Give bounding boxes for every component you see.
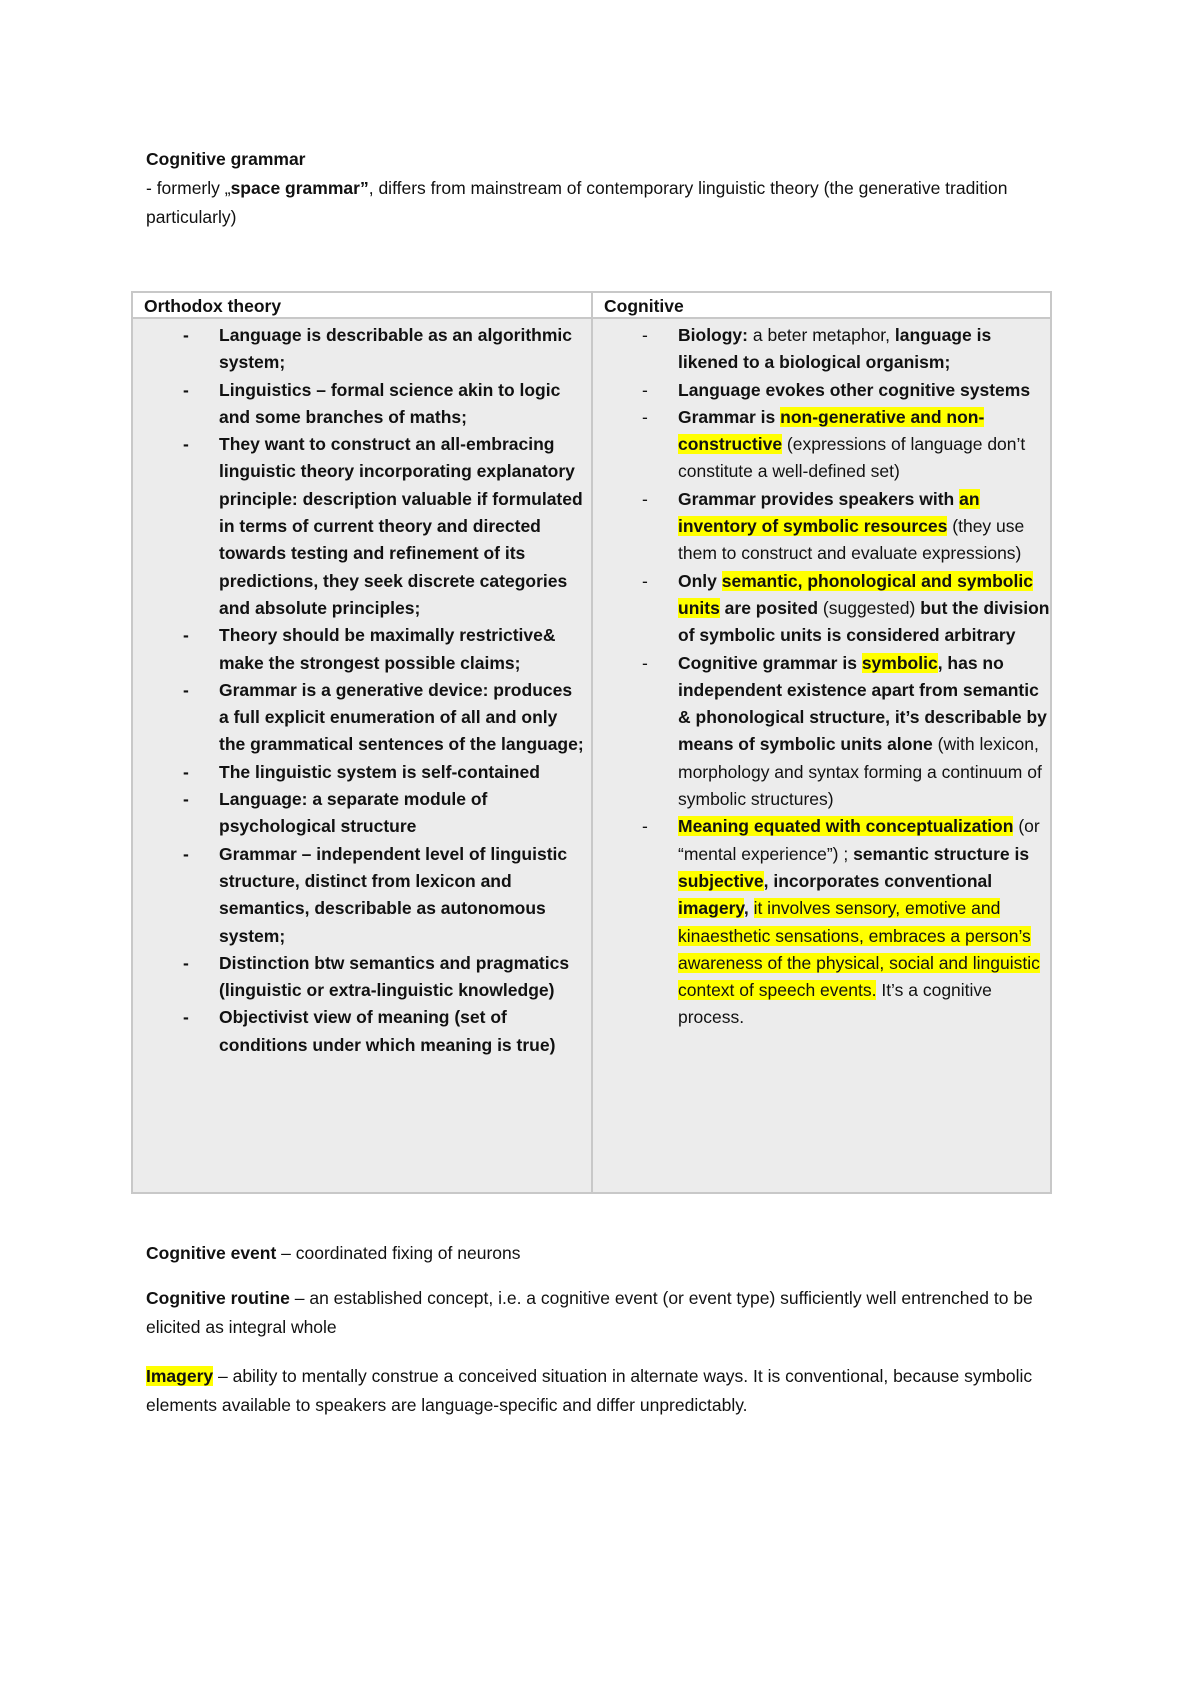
- dash-bullet: -: [183, 434, 189, 455]
- dash-bullet: -: [642, 325, 648, 345]
- highlighted-text: symbolic: [861, 652, 938, 673]
- highlighted-text: an inventory of symbolic resources: [678, 488, 980, 537]
- intro-paragraph: [146, 174, 1066, 232]
- highlighted-text: subjective: [678, 870, 764, 891]
- list-item: - Cognitive grammar is symbolic, has no independent existence apart from semantic & phonological structure, it’s describable by means of symbolic units alone (with lexicon, morphology and syntax forming a continuum of symbolic structures): [592, 650, 1054, 814]
- dash-bullet: -: [183, 761, 189, 782]
- definition-cognitive-event: Cognitive event – coordinated fixing of neurons: [146, 1243, 521, 1263]
- dash-bullet: -: [642, 816, 648, 837]
- dash-bullet: -: [642, 488, 648, 509]
- list-item: - Grammar is non-generative and non-constructive (expressions of language don’t constitute a well-defined set): [592, 404, 1054, 486]
- dash-bullet: -: [183, 679, 189, 700]
- dash-bullet: -: [642, 652, 648, 673]
- highlighted-text: units: [678, 597, 720, 618]
- list-item: - Linguistics – formal science akin to logic and some branches of maths;: [133, 377, 588, 432]
- page-title: Cognitive grammar: [146, 149, 306, 169]
- intro-prefix: - formerly „: [146, 178, 231, 198]
- highlighted-text: non-generative and non-constructive: [678, 406, 985, 455]
- list-item: - Only semantic, phonological and symbolic units are posited (suggested) but the division of symbolic units is considered arbitrary: [592, 568, 1054, 650]
- cognitive-column: [592, 322, 1054, 1032]
- list-item: - Theory should be maximally restrictive& make the strongest possible claims;: [133, 622, 588, 677]
- intro-bold-term: space grammar”: [230, 178, 369, 198]
- dash-bullet: -: [183, 379, 189, 400]
- dash-bullet: -: [183, 625, 189, 646]
- header-cognitive: Cognitive: [604, 296, 684, 316]
- list-item: - Biology: a beter metaphor, language is likened to a biological organism;: [592, 322, 1054, 377]
- list-item: - Objectivist view of meaning (set of conditions under which meaning is true): [133, 1004, 588, 1059]
- definition-cognitive-routine: Cognitive routine – an established concept, i.e. a cognitive event (or event type) sufficiently well entrenched to be elicited as integral whole: [146, 1288, 1033, 1337]
- orthodox-list: [133, 322, 588, 1059]
- list-item: - Grammar – independent level of linguistic structure, distinct from lexicon and semantics, describable as autonomous system;: [133, 841, 588, 950]
- comparison-table: [131, 291, 1052, 1194]
- list-item: - Language: a separate module of psychological structure: [133, 786, 588, 841]
- highlighted-text: imagery: [678, 898, 744, 919]
- dash-bullet: -: [183, 843, 189, 864]
- highlighted-text: Meaning equated with conceptualization: [678, 816, 1014, 837]
- intro-suffix: , differs from mainstream of contemporary linguistic theory (the generative tradition particularly): [146, 178, 1008, 227]
- orthodox-column: [133, 322, 588, 1059]
- dash-bullet: -: [642, 406, 648, 427]
- dash-bullet: -: [183, 952, 189, 973]
- list-item: - Meaning equated with conceptualization (or “mental experience”) ; semantic structure is subjective, incorporates conventional imagery, it involves sensory, emotive and kinaesthetic sensations, embraces a person’s awareness of the physical, social and linguistic context of speech events. It’s a cognitive process.: [592, 813, 1054, 1031]
- highlighted-text: Imagery: [146, 1366, 214, 1386]
- list-item: - Grammar provides speakers with an inventory of symbolic resources (they use them to construct and evaluate expressions): [592, 486, 1054, 568]
- cognitive-list: [592, 322, 1054, 1032]
- dash-bullet: -: [183, 789, 189, 810]
- definition-imagery: Imagery – ability to mentally construe a conceived situation in alternate ways. It is conventional, because symbolic elements available to speakers are language-specific and differ unpredictably.: [146, 1366, 1033, 1415]
- list-item: - Language evokes other cognitive systems: [592, 377, 1054, 404]
- list-item: - They want to construct an all-embracing linguistic theory incorporating explanatory principle: description valuable if formulated in terms of current theory and directed towards testing and refinement of its predictions, they seek discrete categories and absolute principles;: [133, 431, 588, 622]
- highlighted-text: semantic, phonological and symbolic: [721, 570, 1033, 591]
- list-item: - Grammar is a generative device: produces a full explicit enumeration of all and only the grammatical sentences of the language;: [133, 677, 588, 759]
- header-orthodox: Orthodox theory: [144, 296, 282, 316]
- dash-bullet: -: [183, 325, 189, 345]
- list-item: - The linguistic system is self-contained: [133, 759, 588, 786]
- dash-bullet: -: [642, 379, 648, 400]
- list-item: - Language is describable as an algorithmic system;: [133, 322, 588, 377]
- list-item: - Distinction btw semantics and pragmatics (linguistic or extra-linguistic knowledge): [133, 950, 588, 1005]
- dash-bullet: -: [642, 570, 648, 591]
- highlighted-text: it involves sensory, emotive and kinaesthetic sensations, embraces a person’s awareness of the physical, social and linguistic context of speech events.: [678, 898, 1040, 1001]
- dash-bullet: -: [183, 1007, 189, 1028]
